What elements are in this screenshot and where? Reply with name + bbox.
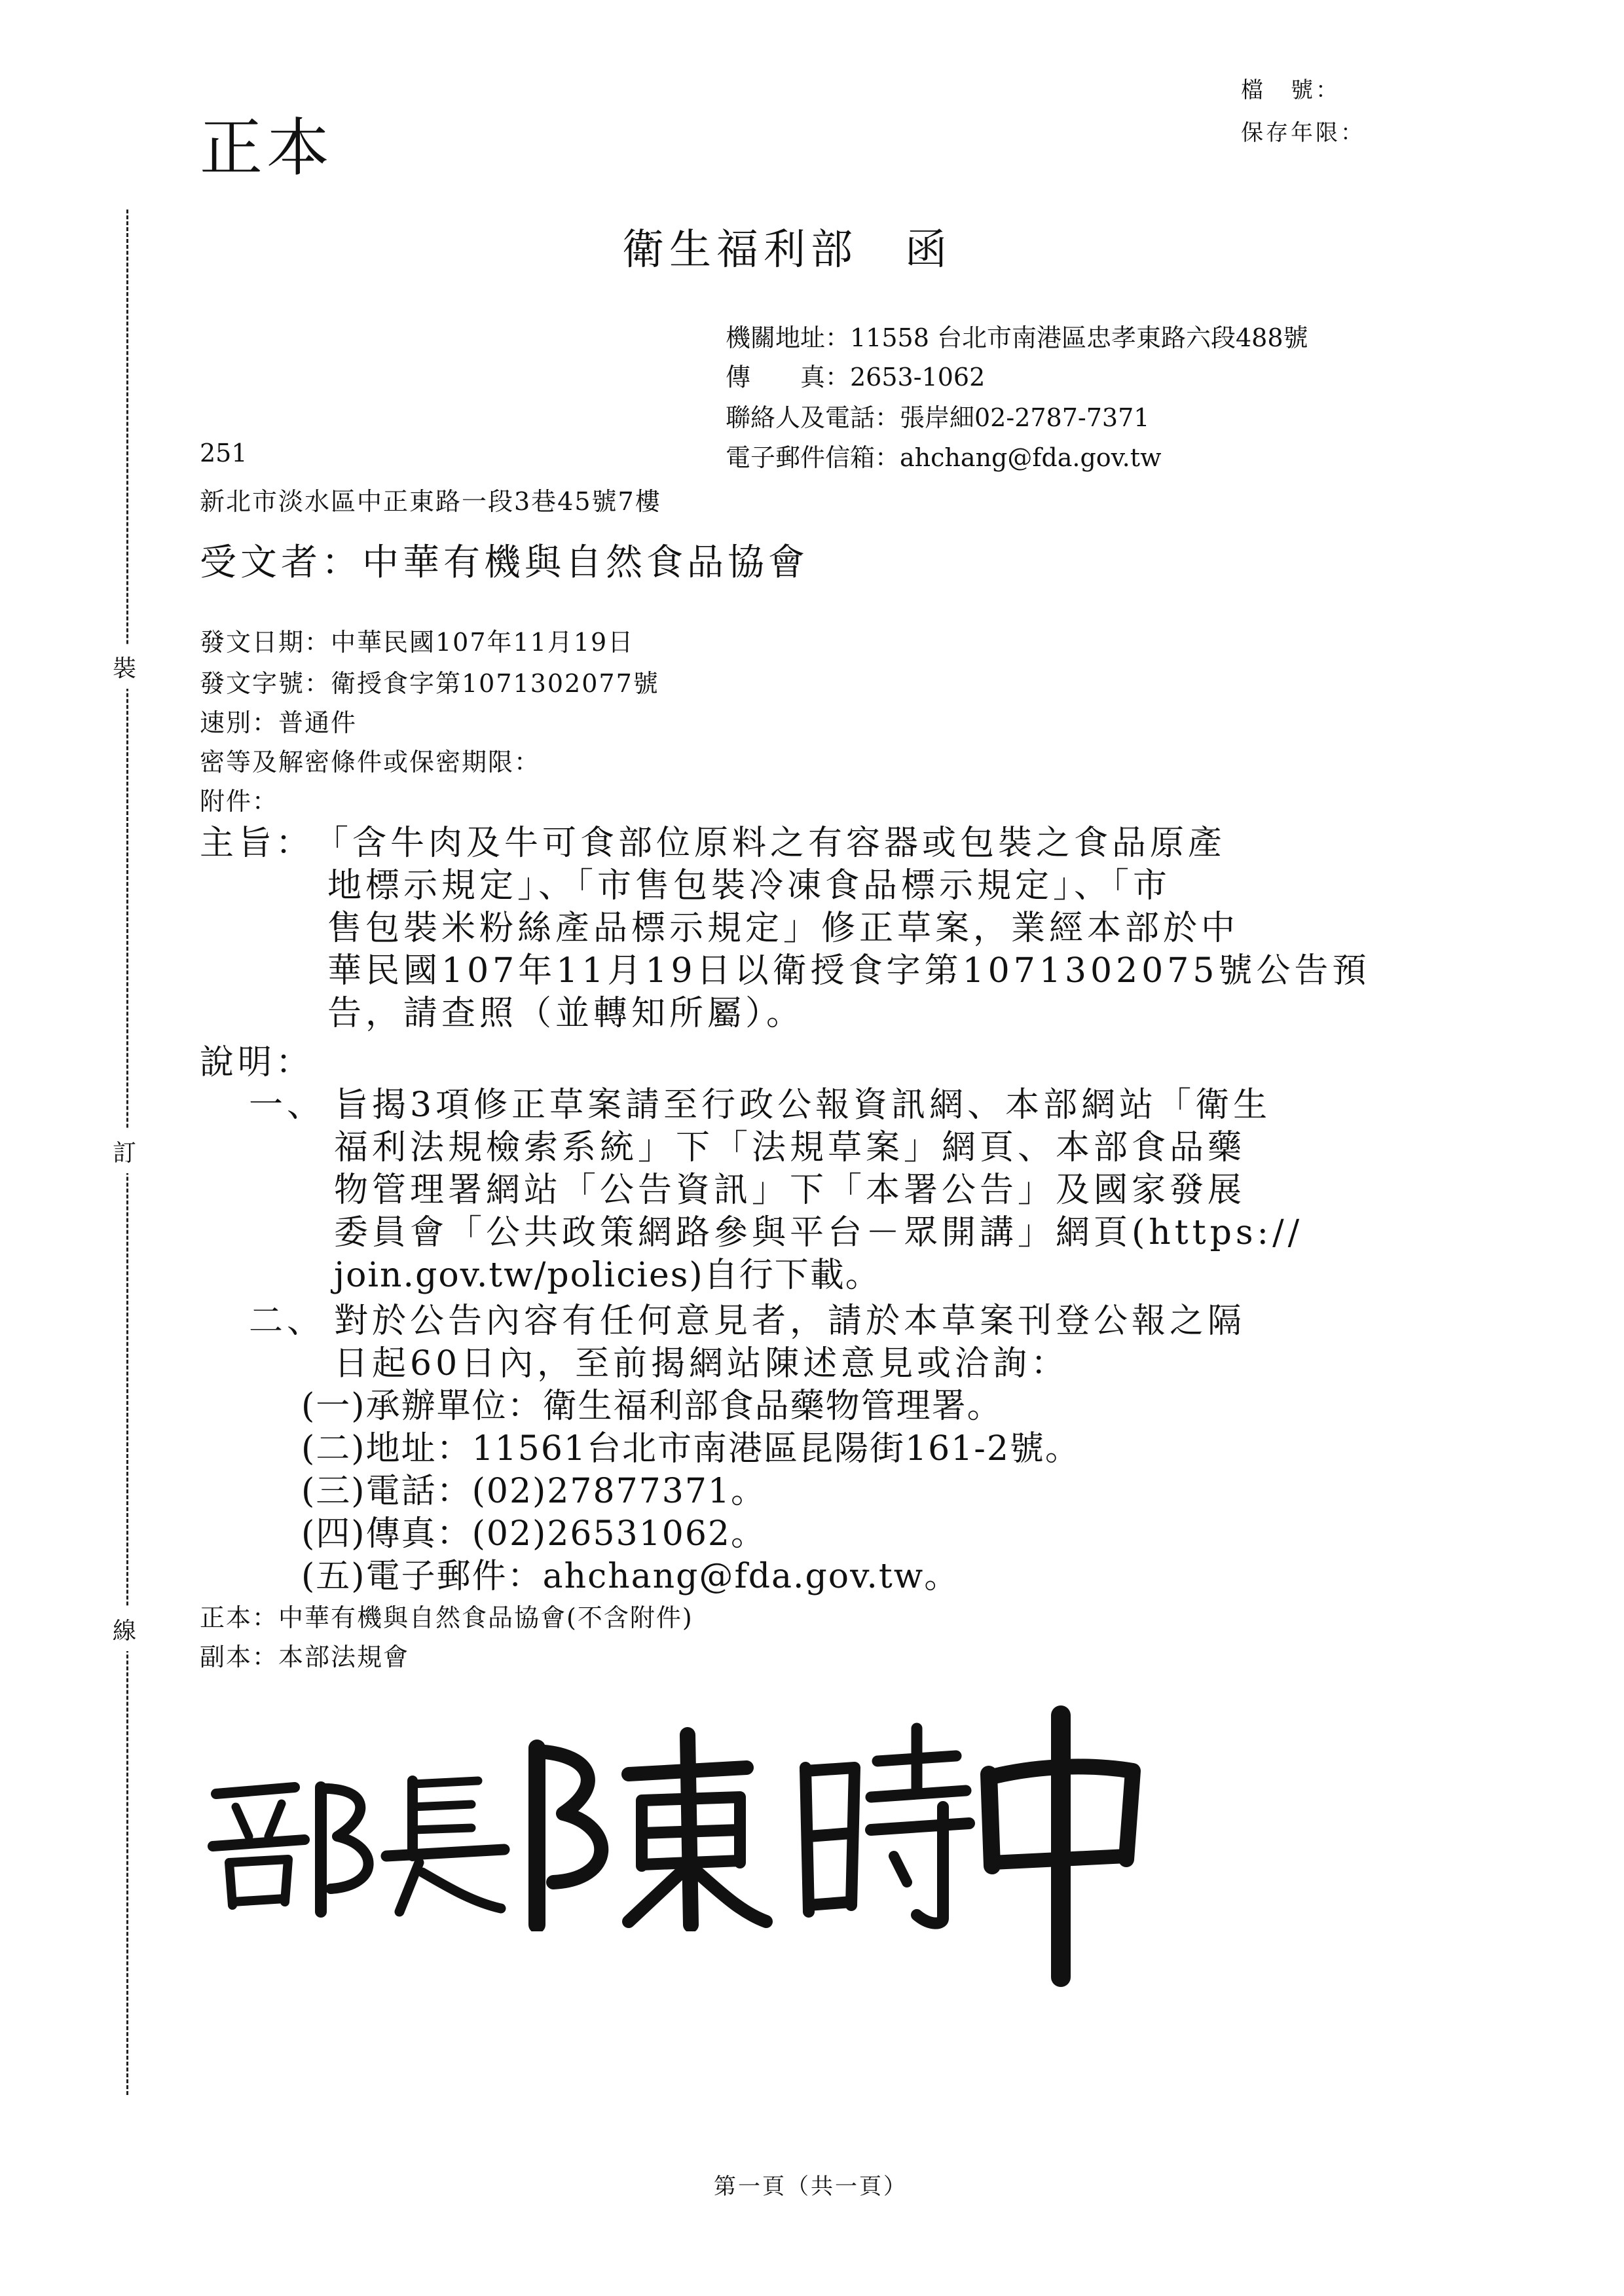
contact-sub-item: (四)傳真：(02)26531062。 [301,1514,766,1554]
binding-mark-xian: 線 [113,1607,136,1651]
subject-line: 「含牛肉及牛可食部位原料之有容器或包裝之食品原產 [314,824,1227,863]
sender-contact: 聯絡人及電話：張岸細02-2787-7371 [726,403,1150,432]
contact-sub-item: (三)電話：(02)27877371。 [301,1472,766,1511]
subject-line: 告，請查照（並轉知所屬）。 [327,994,805,1033]
speed: 速別：普通件 [200,708,358,737]
sender-address: 機關地址：11558 台北市南港區忠孝東路六段488號 [726,323,1308,352]
distribution-original: 正本：中華有機與自然食品協會(不含附件) [200,1603,693,1632]
subject-line: 地標示規定」、「市售包裝冷凍食品標示規定」、「市 [327,866,1172,905]
minister-signature [196,1715,982,1931]
attachment: 附件： [200,787,279,816]
document-number: 發文字號：衛授食字第1071302077號 [200,669,659,698]
retention-label: 保存年限： [1241,120,1365,146]
archive-number-label: 檔 號： [1241,77,1340,103]
sender-email: 電子郵件信箱：ahchang@fda.gov.tw [726,443,1162,472]
subject-line: 售包裝米粉絲產品標示規定」修正草案，業經本部於中 [327,909,1240,948]
binding-mark-zhuang: 裝 [113,645,136,689]
contact-sub-item: (二)地址：11561台北市南港區昆陽街161-2號。 [301,1429,1080,1468]
issue-date: 發文日期：中華民國107年11月19日 [200,628,635,657]
explanation-label: 說明： [200,1043,314,1082]
distribution-copy: 副本：本部法規會 [200,1643,410,1671]
page-footer: 第一頁（共一頁） [714,2174,908,2200]
item-1-line: join.gov.tw/policies)自行下載。 [334,1256,881,1295]
contact-sub-item: (一)承辦單位：衛生福利部食品藥物管理署。 [301,1387,1003,1426]
item-1-line: 旨揭3項修正草案請至行政公報資訊網、本部網站「衛生 [334,1085,1272,1125]
copy-stamp: 正本 [200,111,333,185]
subject-label: 主旨： [200,824,314,863]
item-1-mark: 一、 [249,1085,325,1125]
item-2-mark: 二、 [249,1302,325,1341]
secrecy: 密等及解密條件或保密期限： [200,748,541,776]
item-1-line: 委員會「公共政策網路參與平台－眾開講」網頁(https:// [334,1213,1304,1252]
binding-mark-ding: 訂 [113,1129,136,1173]
document-title: 衛生福利部 函 [622,226,952,274]
contact-sub-item: (五)電子郵件：ahchang@fda.gov.tw。 [301,1557,960,1596]
recipient-zip: 251 [200,439,248,467]
sender-fax: 傳 真：2653-1062 [726,363,986,392]
recipient-address: 新北市淡水區中正東路一段3巷45號7樓 [200,487,661,516]
item-1-line: 物管理署網站「公告資訊」下「本署公告」及國家發展 [334,1171,1246,1210]
recipient: 受文者：中華有機與自然食品協會 [200,541,809,584]
item-2-line: 對於公告內容有任何意見者，請於本草案刊登公報之隔 [334,1302,1246,1341]
minister-signature-zhong [963,1702,1159,1990]
item-2-line: 日起60日內，至前揭網站陳述意見或洽詢： [334,1344,1069,1383]
subject-line: 華民國107年11月19日以衛授食字第1071302075號公告預 [327,951,1371,991]
item-1-line: 福利法規檢索系統」下「法規草案」網頁、本部食品藥 [334,1128,1246,1167]
